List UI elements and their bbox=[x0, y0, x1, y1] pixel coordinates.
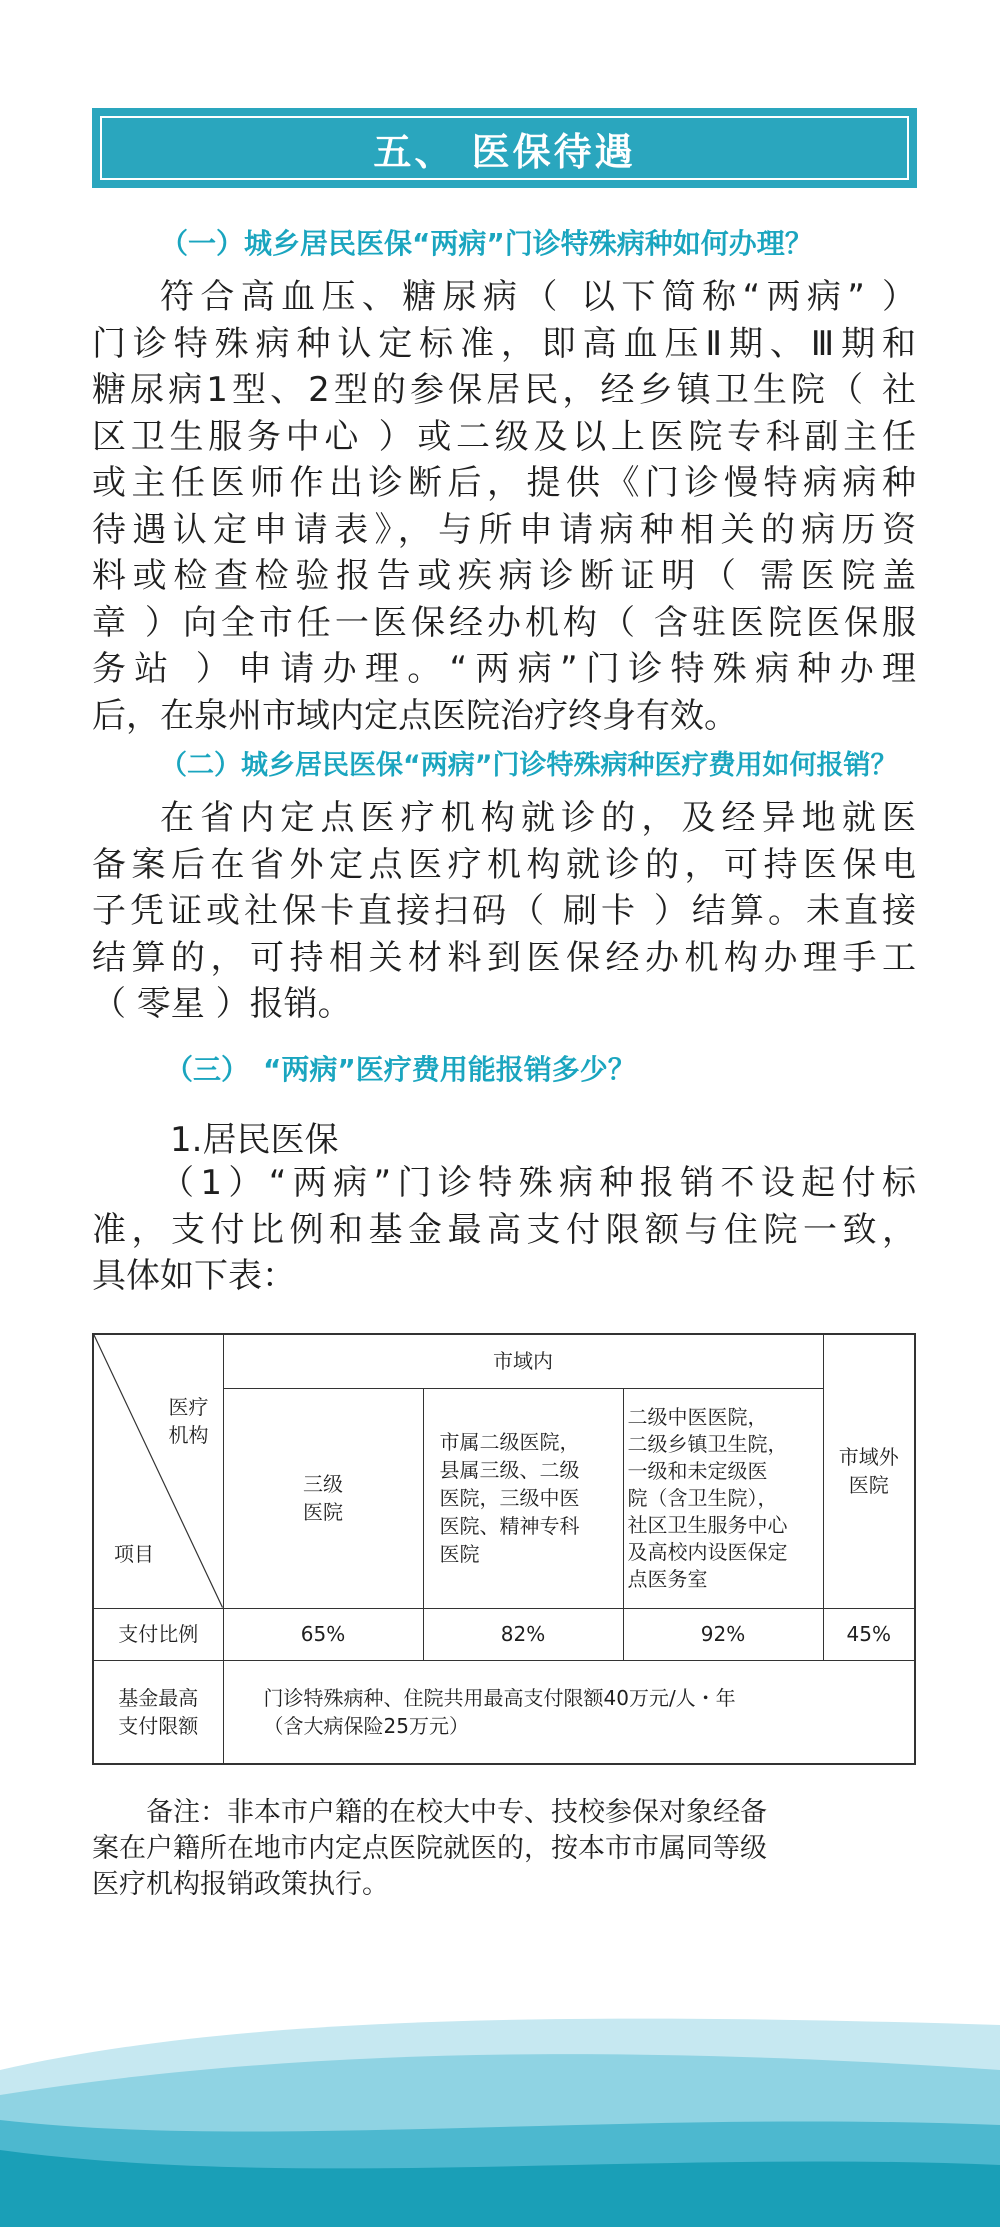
col-header-primary: 二级中医医院， 二级乡镇卫生院， 一级和未定级医 院（含卫生院）， 社区卫生服务中心 及高校内设医保定 点医务室 bbox=[623, 1388, 823, 1608]
q1-line: 糖尿病1型、2型的参保居民，经乡镇卫生院（ 社 bbox=[92, 370, 916, 410]
note-line: 案在户籍所在地市内定点医院就医的，按本市市属同等级 bbox=[92, 1833, 767, 1864]
q1-line: 章 ）向全市任一医保经办机构（ 含驻医院医保服 bbox=[92, 602, 916, 643]
q3-line: （1）“两病”门诊特殊病种报销不设起付标 bbox=[160, 1163, 916, 1203]
col-header-out-city: 市域外 医院 bbox=[823, 1334, 915, 1608]
row-label-fund-limit: 基金最高 支付限额 bbox=[93, 1660, 223, 1764]
payment-ratio-cell: 45% bbox=[823, 1608, 915, 1660]
q1-heading: （一）城乡居民医保“两病”门诊特殊病种如何办理？ bbox=[160, 227, 813, 260]
decorative-wave bbox=[0, 2000, 1000, 2227]
q3-sub-label: 1.居民医保 bbox=[170, 1120, 339, 1160]
payment-ratio-cell: 82% bbox=[423, 1608, 623, 1660]
q3-heading: （三） “两病”医疗费用能报销多少？ bbox=[165, 1053, 636, 1086]
payment-ratio-cell: 92% bbox=[623, 1608, 823, 1660]
q1-line: 或主任医师作出诊断后，提供《门诊慢特病病种 bbox=[92, 463, 916, 503]
q1-line: 待遇认定申请表》，与所申请病种相关的病历资 bbox=[92, 509, 916, 550]
q1-line: 门诊特殊病种认定标准，即高血压Ⅱ期、Ⅲ期和 bbox=[92, 323, 916, 364]
q2-heading: （二）城乡居民医保“两病”门诊特殊病种医疗费用如何报销？ bbox=[160, 750, 898, 781]
note-line: 备注：非本市户籍的在校大中专、技校参保对象经备 bbox=[146, 1797, 767, 1828]
q2-line: 在省内定点医疗机构就诊的，及经异地就医 bbox=[160, 798, 916, 838]
q1-line: 务站 ）申请办理。“两病”门诊特殊病种办理 bbox=[92, 649, 916, 689]
note-paragraph bbox=[92, 1795, 916, 1903]
row-label-payment-ratio: 支付比例 bbox=[93, 1608, 223, 1660]
group-header-in-city: 市域内 bbox=[223, 1334, 823, 1388]
q3-line: 具体如下表： bbox=[92, 1256, 296, 1296]
q1-line: 料或检查检验报告或疾病诊断证明（ 需医院盖 bbox=[92, 556, 916, 596]
q1-line: 符合高血压、糖尿病（ 以下简称“两病” ） bbox=[160, 277, 916, 317]
note-line: 医疗机构报销政策执行。 bbox=[92, 1869, 389, 1900]
q2-line: 备案后在省外定点医疗机构就诊的，可持医保电 bbox=[92, 844, 916, 885]
corner-label-institution: 医疗 机构 bbox=[168, 1395, 209, 1447]
col-header-tertiary: 三级 医院 bbox=[223, 1388, 423, 1608]
reimbursement-table bbox=[92, 1333, 916, 1765]
q1-line: 区卫生服务中心 ）或二级及以上医院专科副主任 bbox=[92, 416, 916, 457]
corner-label-item: 项目 bbox=[114, 1541, 154, 1566]
section-banner-frame bbox=[100, 116, 909, 180]
q1-paragraph bbox=[92, 274, 916, 739]
q2-line: 子凭证或社保卡直接扫码（ 刷卡 ）结算。未直接 bbox=[92, 891, 916, 931]
q1-line: 后，在泉州市域内定点医院治疗终身有效。 bbox=[92, 695, 738, 736]
q2-paragraph bbox=[92, 795, 916, 1028]
col-header-secondary: 市属二级医院， 县属三级、二级 医院，三级中医 医院、精神专科 医院 bbox=[423, 1388, 623, 1608]
fund-limit-cell: 门诊特殊病种、住院共用最高支付限额40万元/人・年 （含大病保险25万元） bbox=[223, 1660, 915, 1764]
section-banner bbox=[92, 108, 917, 188]
table-corner-cell bbox=[93, 1334, 223, 1608]
section-title: 五、 医保待遇 bbox=[373, 129, 636, 174]
q2-line: 结算的，可持相关材料到医保经办机构办理手工 bbox=[92, 937, 916, 978]
payment-ratio-cell: 65% bbox=[223, 1608, 423, 1660]
q2-line: （ 零星 ）报销。 bbox=[92, 984, 352, 1024]
q3-paragraph bbox=[92, 1160, 916, 1300]
q3-line: 准，支付比例和基金最高支付限额与住院一致， bbox=[92, 1209, 916, 1250]
